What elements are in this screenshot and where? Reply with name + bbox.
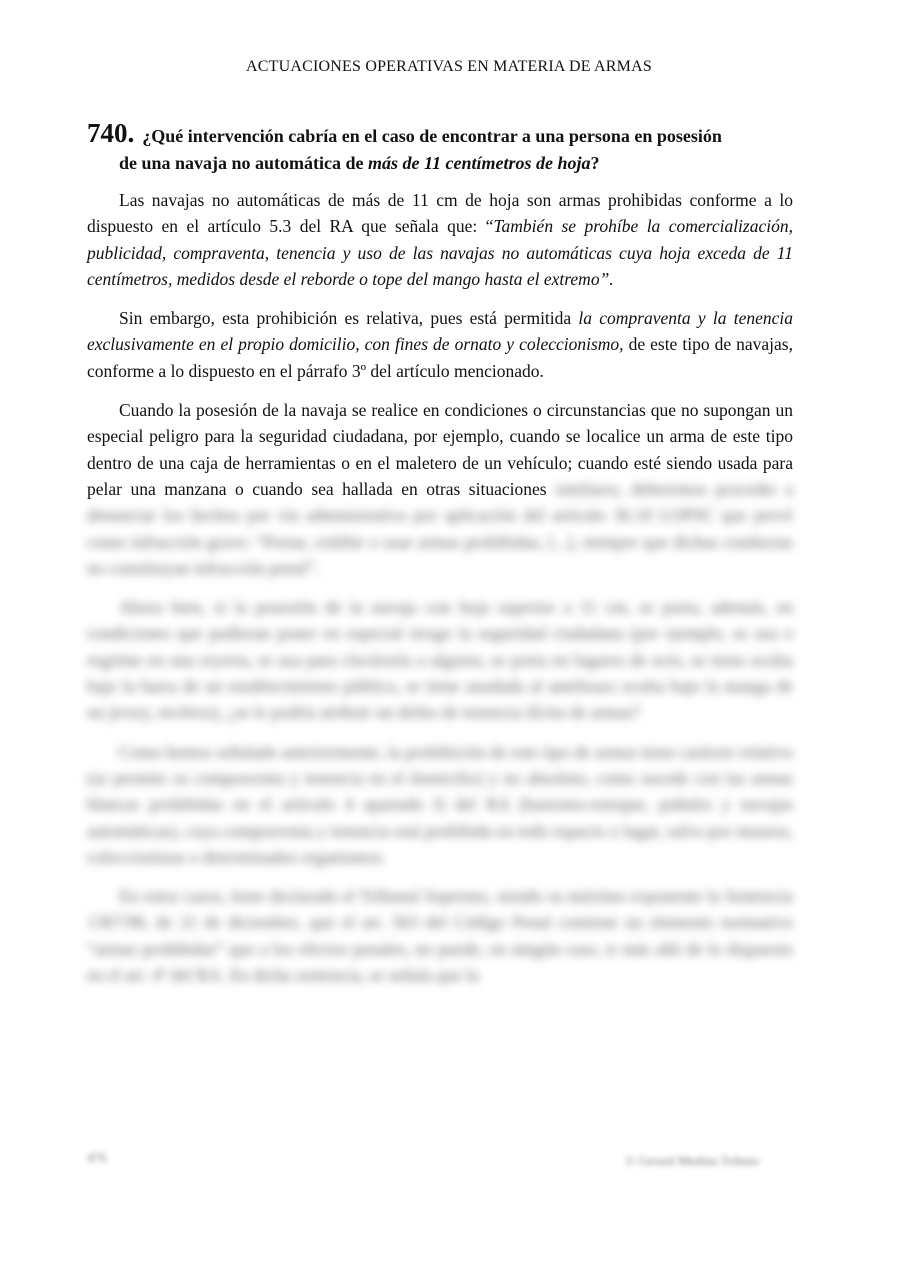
running-header: ACTUACIONES OPERATIVAS EN MATERIA DE ARMAS: [246, 58, 652, 75]
paragraph-3-text: Cuando la posesión de la navaja se realice en condiciones o circunstancias que no supongan un especial peligro para la seguridad ciudadana, por ejemplo, cuando se localice un arma de este tipo dentro de una caja de herramientas o en el maletero de un vehículo; cuando esté siendo usada para pelar una manzana o cuando sea hallada en otras situaciones: [87, 400, 793, 499]
question-text-part2: de una navaja no automática de: [119, 153, 369, 173]
paragraph-1-quote: También se prohíbe la comercialización, publicidad, compraventa, tenencia y uso de las navajas no automáticas cuya hoja exceda de 11 centímetros, medidos desde el reborde o tope del mango hasta el extremo”.: [87, 216, 793, 289]
question-text-end: ?: [590, 153, 600, 173]
page-content: [87, 120, 793, 1001]
question-text-part1: ¿Qué intervención cabría en el caso de encontrar a una persona en posesión: [142, 126, 722, 146]
question-number: 740.: [87, 118, 135, 148]
copyright-notice: © Gerard Medina Tributo: [625, 1153, 759, 1168]
paragraph-2-text-after: de este tipo de navajas, conforme a lo dispuesto en el párrafo 3º del artículo mencionado.: [87, 334, 793, 381]
paragraph-6-blurred: En estos casos, tiene declarado el Tribunal Supremo, siendo su máximo exponente la Sentencia 1367/98, de 21 de diciembre, que el art. 563 del Código Penal contiene un elemento normativo “armas prohibidas” que a los efectos penales, no puede, en ningún caso, ir más allá de lo dispuesto en el art. 4º del RA. En dicha sentencia, se señala que la: [87, 886, 793, 986]
paragraph-2-text-before: Sin embargo, esta prohibición es relativa, pues está permitida: [119, 308, 579, 329]
paragraph-1-text: Las navajas no automáticas de más de 11 cm de hoja son armas prohibidas conforme a lo dispuesto en el artículo 5.3 del RA que señala que: “: [87, 190, 793, 237]
paragraph-3-blurred: similares, deberemos proceder a denunciar los hechos por vía administrativa por aplicación del artículo 36.10 LOPSC que prevé como infracción grave: “Portar, exhibir o usar armas prohibidas, [...], siempre que dichas conductas no constituyan infracción penal”.: [87, 478, 794, 578]
question-text-italic: más de 11 centímetros de hoja: [368, 153, 591, 173]
question-heading: [87, 120, 793, 177]
paragraph-5-blurred: Como hemos señalado anteriormente, la prohibición de este tipo de armas tiene carácter relativo (se permite su compraventa y tenencia en el domicilio) y no absoluto, como sucede con las armas blancas prohibidas en el artículo 4 apartado f) del RA (bastones-estoque, puñales y navajas automáticas), cuya compraventa y tenencia está prohibida en todo espacio o lugar, salvo por museos, coleccionistas o determinados organismos.: [87, 741, 793, 867]
paragraph-2: [87, 305, 793, 384]
paragraph-3: [87, 397, 793, 581]
page-number: 476: [87, 1150, 107, 1165]
paragraph-4-blurred: Ahora bien, si la posesión de la navaja con hoja superior a 11 cm, se porta, además, en condiciones que pudieran poner en especial riesgo la seguridad ciudadana (por ejemplo, se usa o esgrime en una reyerta, se usa para clavársela a alguien, se porta en lugares de ocio, se tiene oculta bajo la barra de un establecimiento público, se tiene anudada al antebrazo oculta bajo la manga de un jersey, etcétera), ¿se le podría atribuir un delito de tenencia ilícita de armas?: [87, 597, 793, 723]
paragraph-2-italic: la compraventa y la tenencia exclusivamente en el propio domicilio, con fines de ornato y coleccionismo,: [87, 308, 793, 355]
paragraph-1: [87, 187, 793, 292]
question-line-2: [87, 150, 793, 177]
